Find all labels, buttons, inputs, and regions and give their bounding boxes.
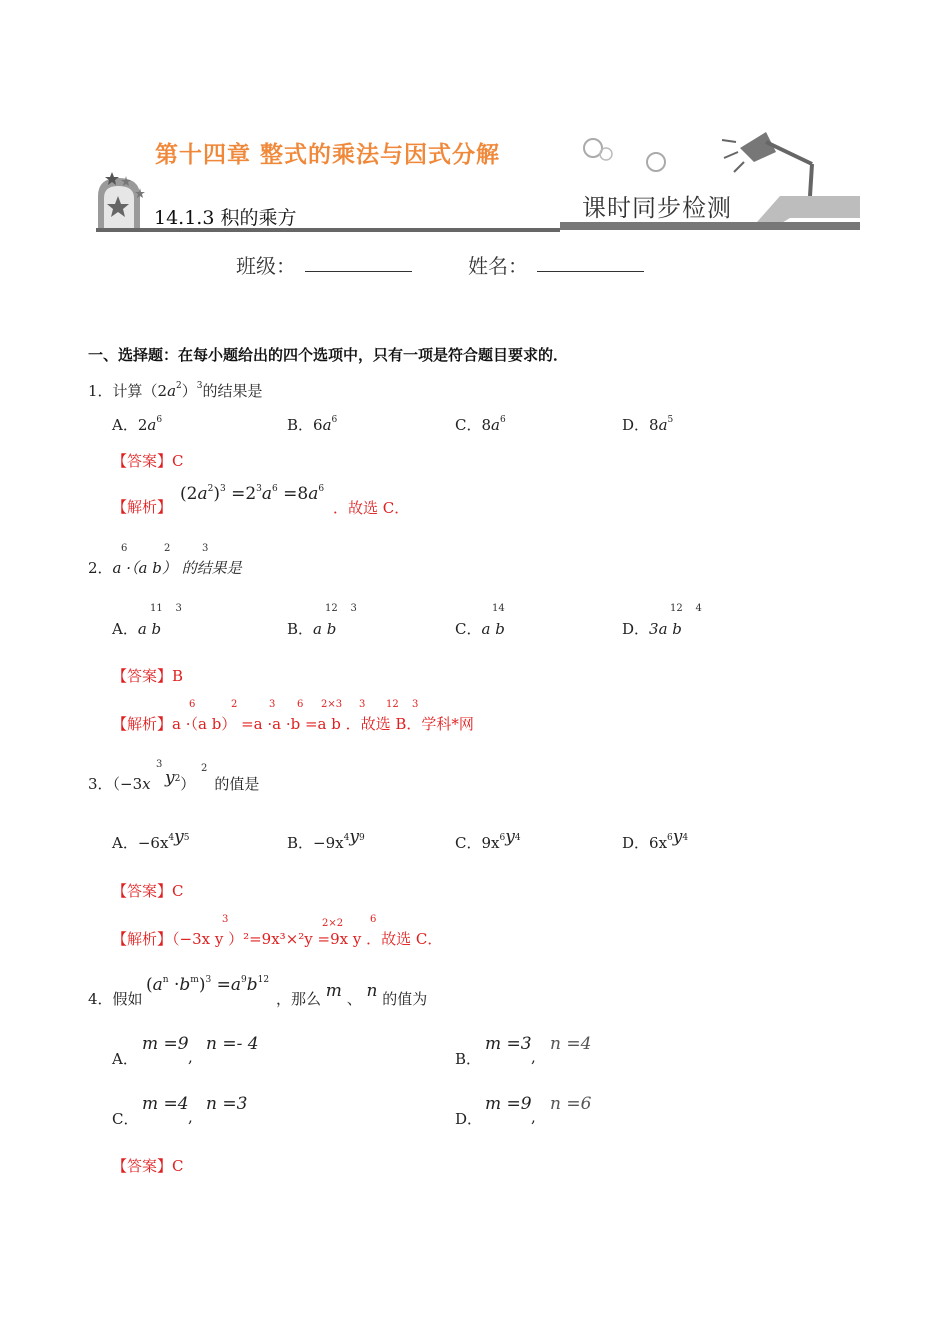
question-2-option-d[interactable]: D．3a b [622, 620, 682, 638]
question-2-option-b[interactable]: B．a b [287, 620, 337, 638]
chapter-title: 第十四章 整式的乘法与因式分解 [155, 142, 501, 168]
question-3-option-b[interactable]: B．$-9x^4y^9$ [287, 827, 365, 852]
question-4-option-a-m: m =9 [142, 1034, 189, 1054]
section-heading: 一、选择题：在每小题给出的四个选项中，只有一项是符合题目要求的． [88, 346, 569, 364]
question-2-answer: 【答案】B [112, 667, 184, 685]
question-4-option-d-label[interactable]: D． [455, 1110, 483, 1128]
question-4-stem-tail: ，那么 m 、 n 的值为 [276, 981, 428, 1008]
question-4-option-b-label[interactable]: B． [455, 1050, 482, 1068]
question-3-analysis: 【解析】（−3x y ）²=9x³×²y =9x y ．故选 C． [112, 930, 443, 948]
question-4-option-b-n: n =4 [550, 1034, 592, 1054]
question-4-option-a-label[interactable]: A． [112, 1050, 138, 1068]
sync-label: 课时同步检测 [582, 194, 732, 222]
star-badge-icon [98, 172, 145, 230]
question-3-stem: 3．（−3x $y^2$） 的值是 [88, 768, 260, 793]
question-1-analysis-formula: $(2a^2)^3 =2^3a^6 =8a^6$ [180, 484, 325, 504]
question-1-option-a[interactable]: A．$2a^6$ [112, 415, 163, 434]
question-4-answer: 【答案】C [112, 1157, 184, 1175]
name-field[interactable] [537, 270, 644, 272]
class-label: 班级： [236, 254, 296, 278]
question-2-analysis: 【解析】a ·（a b） =a ·a ·b =a b ．故选 B．学科*网 [112, 715, 474, 733]
question-3-answer: 【答案】C [112, 882, 184, 900]
question-4-option-c-n: n =3 [206, 1094, 248, 1114]
question-4-option-c-label[interactable]: C． [112, 1110, 139, 1128]
question-4-option-b-m: m =3 [485, 1034, 532, 1054]
question-3-option-d[interactable]: D．$6x^6y^4$ [622, 827, 689, 852]
desk-lamp-icon [722, 132, 812, 196]
name-label: 姓名： [468, 254, 528, 278]
question-1-stem: 1．计算$(2a^2)^3$的结果是 [88, 381, 263, 400]
question-1-analysis-tail: ．故选 C． [333, 499, 410, 517]
question-2-option-c[interactable]: C．a b [455, 620, 505, 638]
question-3-option-c[interactable]: C．$9x^6y^4$ [455, 827, 521, 852]
question-1-answer: 【答案】C [112, 452, 184, 470]
question-1-option-c[interactable]: C．$8a^6$ [455, 415, 506, 434]
question-4-option-d-m: m =9 [485, 1094, 532, 1114]
question-4-option-d-n: n =6 [550, 1094, 592, 1114]
question-1-option-b[interactable]: B．$6a^6$ [287, 415, 338, 434]
question-2-option-a[interactable]: A．a b [112, 620, 162, 638]
question-4-option-a-n: n =- 4 [206, 1034, 259, 1054]
section-code: 14.1.3 积的乘方 [154, 207, 297, 229]
question-4-number: 4．假如 [88, 990, 143, 1008]
question-1-option-d[interactable]: D．$8a^5$ [622, 415, 674, 434]
question-4-formula: $(a^n \cdot b^m)^3 =a^9b^{12}$ [146, 975, 270, 995]
question-4-option-c-m: m =4 [142, 1094, 189, 1114]
question-1-analysis-tag: 【解析】 [112, 498, 173, 516]
class-field[interactable] [305, 270, 412, 272]
question-2-stem: 2．a ·（a b） 的结果是 [88, 559, 242, 577]
question-3-option-a[interactable]: A．$-6x^4y^5$ [112, 827, 190, 852]
